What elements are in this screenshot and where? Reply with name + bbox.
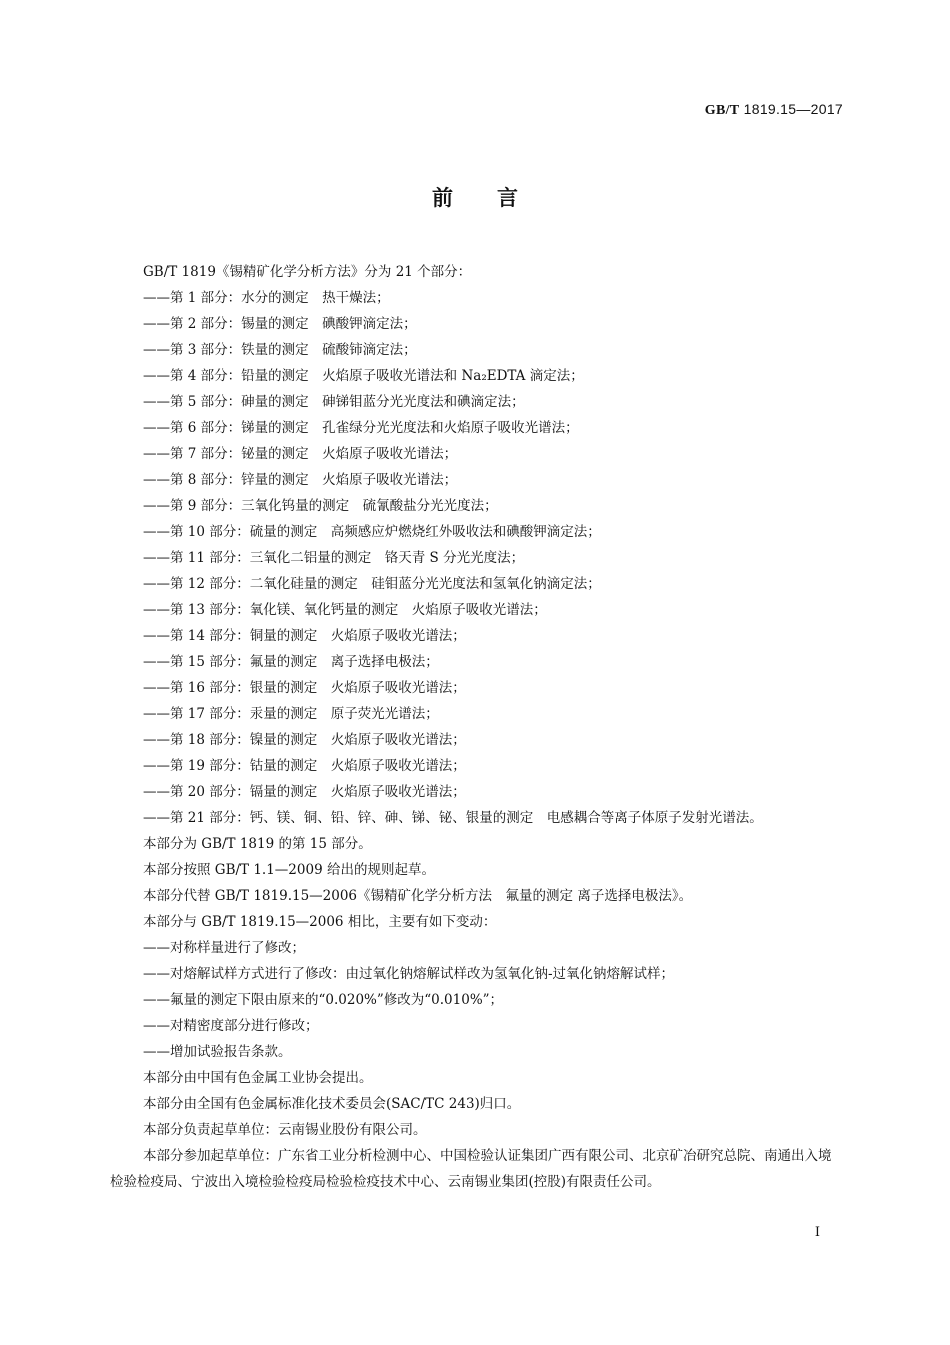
closing-statements	[143, 1065, 843, 1143]
list-item: ——对精密度部分进行修改；	[143, 1018, 319, 1034]
list-item: ——对称样量进行了修改；	[143, 940, 305, 956]
list-item: ——第 1 部分：水分的测定 热干燥法；	[143, 290, 390, 306]
list-item: ——第 7 部分：铋量的测定 火焰原子吸收光谱法；	[143, 446, 458, 462]
list-item: ——第 20 部分：镉量的测定 火焰原子吸收光谱法；	[143, 784, 466, 800]
statements	[143, 831, 843, 935]
page-number: I	[814, 1225, 820, 1240]
intro-line: GB/T 1819《锡精矿化学分析方法》分为 21 个部分：	[143, 264, 472, 280]
standard-code: 1819.15—2017	[743, 101, 843, 117]
list-item: ——第 4 部分：铅量的测定 火焰原子吸收光谱法和 Na₂EDTA 滴定法；	[143, 368, 584, 384]
list-item: ——第 13 部分：氧化镁、氧化钙量的测定 火焰原子吸收光谱法；	[143, 602, 547, 618]
list-item: ——第 8 部分：锌量的测定 火焰原子吸收光谱法；	[143, 472, 458, 488]
list-item: ——第 18 部分：镍量的测定 火焰原子吸收光谱法；	[143, 732, 466, 748]
list-item: ——第 15 部分：氟量的测定 离子选择电极法；	[143, 654, 439, 670]
standard-number	[705, 101, 843, 119]
changes-list	[143, 935, 843, 1065]
list-item: ——第 10 部分：硫量的测定 高频感应炉燃烧红外吸收法和碘酸钾滴定法；	[143, 524, 601, 540]
statement-line: 本部分代替 GB/T 1819.15—2006《锡精矿化学分析方法 氟量的测定 离子选择电极法》。	[143, 888, 693, 904]
list-item: ——对熔解试样方式进行了修改：由过氧化钠熔解试样改为氢氧化钠-过氧化钠熔解试样；	[143, 966, 675, 982]
drafters-paragraph: 本部分参加起草单位：广东省工业分析检测中心、中国检验认证集团广西有限公司、北京矿冶研究总院、南通出入境检验检疫局、宁波出入境检验检疫局检验检疫技术中心、云南锡业集团(控股)有限责任公司。	[110, 1148, 832, 1190]
statement-line: 本部分按照 GB/T 1.1—2009 给出的规则起草。	[143, 862, 435, 878]
list-item: ——第 12 部分：二氧化硅量的测定 硅钼蓝分光光度法和氢氧化钠滴定法；	[143, 576, 601, 592]
list-item: ——第 6 部分：锑量的测定 孔雀绿分光光度法和火焰原子吸收光谱法；	[143, 420, 579, 436]
page-title: 前言	[432, 186, 562, 210]
list-item: ——第 16 部分：银量的测定 火焰原子吸收光谱法；	[143, 680, 466, 696]
list-item: ——第 17 部分：汞量的测定 原子荧光光谱法；	[143, 706, 439, 722]
statement-line: 本部分负责起草单位：云南锡业股份有限公司。	[143, 1122, 427, 1138]
list-item: ——第 5 部分：砷量的测定 砷锑钼蓝分光光度法和碘滴定法；	[143, 394, 525, 410]
parts-list	[143, 285, 843, 831]
list-item: ——第 14 部分：铜量的测定 火焰原子吸收光谱法；	[143, 628, 466, 644]
list-item: ——第 11 部分：三氧化二铝量的测定 铬天青 S 分光光度法；	[143, 550, 525, 566]
statement-line: 本部分为 GB/T 1819 的第 15 部分。	[143, 836, 372, 852]
list-item: ——第 3 部分：铁量的测定 硫酸铈滴定法；	[143, 342, 417, 358]
list-item: ——第 2 部分：锡量的测定 碘酸钾滴定法；	[143, 316, 417, 332]
foreword-body	[110, 259, 843, 1195]
statement-line: 本部分由中国有色金属工业协会提出。	[143, 1070, 373, 1086]
statement-line: 本部分与 GB/T 1819.15—2006 相比，主要有如下变动：	[143, 914, 497, 930]
standard-prefix: GB/T	[704, 103, 740, 118]
list-item: ——氟量的测定下限由原来的“0.020%”修改为“0.010%”；	[143, 992, 504, 1008]
statement-line: 本部分由全国有色金属标准化技术委员会(SAC/TC 243)归口。	[143, 1096, 521, 1112]
list-item: ——第 21 部分：钙、镁、铜、铅、锌、砷、锑、铋、银量的测定 电感耦合等离子体原子发射光谱法。	[143, 810, 763, 826]
list-item: ——第 19 部分：钴量的测定 火焰原子吸收光谱法；	[143, 758, 466, 774]
list-item: ——增加试验报告条款。	[143, 1044, 292, 1060]
list-item: ——第 9 部分：三氧化钨量的测定 硫氰酸盐分光光度法；	[143, 498, 498, 514]
